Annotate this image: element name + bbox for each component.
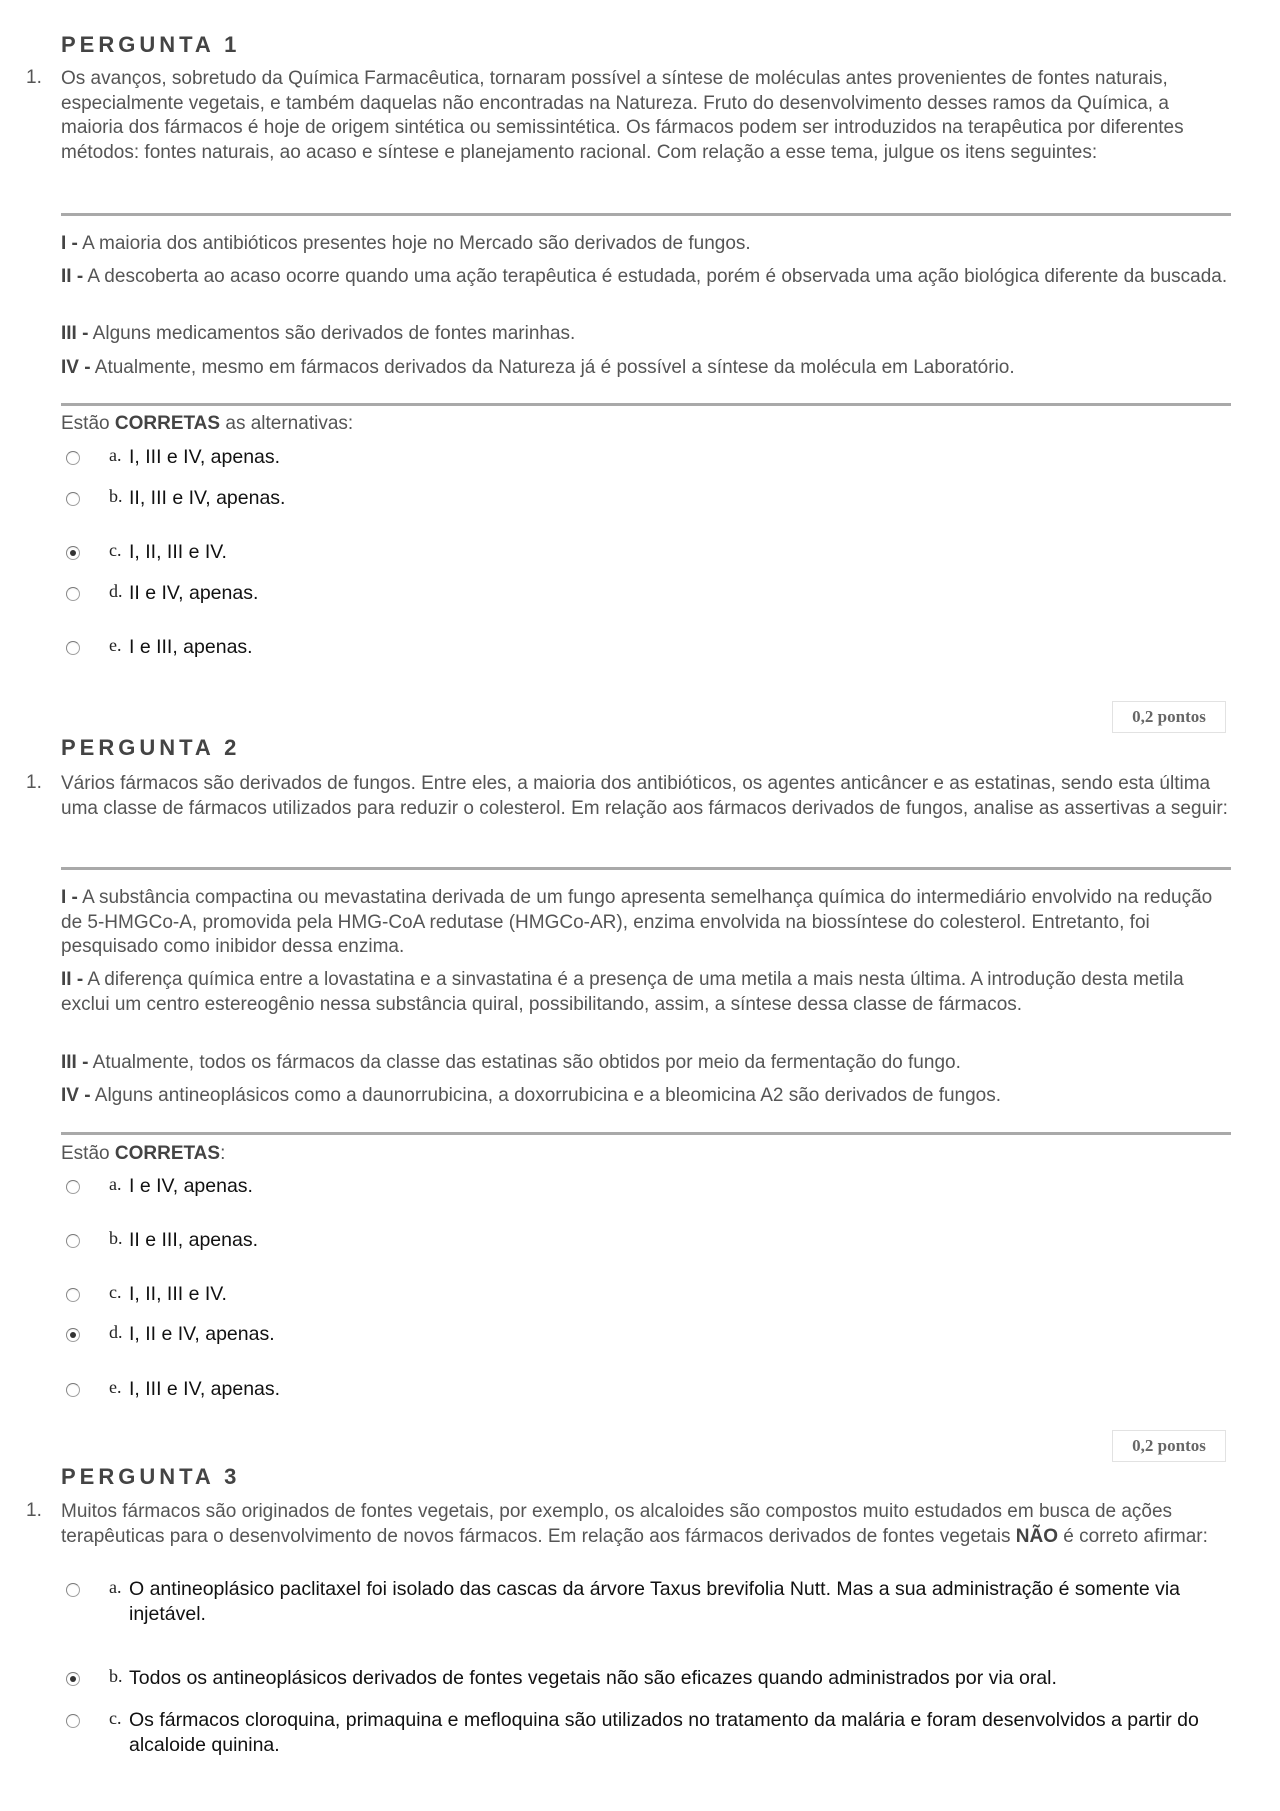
question-2-option-a[interactable] [66,1174,1236,1202]
statement-text: A maioria dos antibióticos presentes hoje no Mercado são derivados de fungos. [77,233,751,254]
radio-button[interactable] [66,1288,80,1302]
question-3-number: 1. [26,1500,42,1521]
statement-text: Atualmente, mesmo em fármacos derivados da Natureza já é possível a síntese da molécula em Laboratório. [90,357,1015,378]
question-text: é correto afirmar: [1057,1525,1208,1547]
option-label: O antineoplásico paclitaxel foi isolado das cascas da árvore Taxus brevifolia Nutt. Mas a sua administração é somente via injetável. [129,1578,1181,1625]
question-1-statement-i [61,232,1231,257]
statement-text: Atualmente, todos os fármacos da classe das estatinas são obtidos por meio da fermentação do fungo. [88,1052,961,1073]
question-2-option-d[interactable] [66,1322,1236,1350]
radio-button[interactable] [66,1234,80,1248]
statement-label: II - [61,969,84,990]
statement-text: A diferença química entre a lovastatina e a sinvastatina é a presença de uma metila a mais nesta última. A introdução desta metila exclui um centro estereogênio nessa substância quiral, possibilitando, assim, a síntese dessa classe de fármacos. [61,969,1184,1015]
question-1-statement-iii [61,322,1231,347]
question-1-prompt [61,413,353,435]
statement-text: A substância compactina ou mevastatina derivada de um fungo apresenta semelhança química do intermediário envolvido na redução de 5-HMGCo-A, promovida pela HMG-CoA redutase (HMGCo-AR), enzima envolvida na biossíntese do colesterol. Entretanto, foi pesquisado como inibidor dessa enzima. [61,887,1213,957]
question-1-number: 1. [26,67,42,88]
statement-text: Alguns medicamentos são derivados de fontes marinhas. [88,323,576,344]
option-label: Todos os antineoplásicos derivados de fontes vegetais não são eficazes quando administrados por via oral. [129,1667,1057,1689]
radio-button[interactable] [66,641,80,655]
option-letter: c. [109,540,122,560]
option-label: I, II e IV, apenas. [129,1323,275,1345]
option-label: II e IV, apenas. [129,582,259,604]
statement-label: I - [61,233,78,254]
statement-text: Alguns antineoplásicos como a daunorrubicina, a doxorrubicina e a bleomicina A2 são derivados de fungos. [90,1085,1002,1106]
question-1-option-a[interactable] [66,445,1236,473]
prompt-text: Estão [61,413,115,434]
question-1-title: PERGUNTA 1 [61,32,241,57]
question-1-option-b[interactable] [66,486,1236,514]
radio-button[interactable] [66,1180,80,1194]
question-3-title: PERGUNTA 3 [61,1464,241,1489]
statement-text: A descoberta ao acaso ocorre quando uma ação terapêutica é estudada, porém é observada uma ação biológica diferente da buscada. [83,266,1228,287]
question-1-option-c[interactable] [66,540,1236,568]
statement-label: I - [61,887,78,908]
statement-label: III - [61,323,89,344]
question-2-points: 0,2 pontos [1112,1430,1226,1462]
prompt-emphasis: CORRETAS [114,1143,221,1164]
question-1-text: Os avanços, sobretudo da Química Farmacêutica, tornaram possível a síntese de moléculas antes provenientes de fontes naturais, especialmente vegetais, e também daquelas não encontradas na Natureza. Fruto do desenvolvimento desses ramos da Química, a maioria dos fármacos é hoje de origem sintética ou semissintética. Os fármacos podem ser introduzidos na terapêutica por diferentes métodos: fontes naturais, ao acaso e síntese e planejamento racional. Com relação a esse tema, julgue os itens seguintes: [61,68,1184,163]
statement-label: III - [61,1052,89,1073]
question-1-option-e[interactable] [66,635,1236,663]
radio-button[interactable] [66,1383,80,1397]
statement-label: IV - [61,357,91,378]
radio-button[interactable] [66,451,80,465]
question-2-text: Vários fármacos são derivados de fungos. Entre eles, a maioria dos antibióticos, os agentes anticâncer e as estatinas, sendo esta última uma classe de fármacos utilizados para reduzir o colesterol. Em relação aos fármacos derivados de fungos, analise as assertivas a seguir: [61,773,1228,819]
option-label: I, II, III e IV. [129,1283,227,1305]
question-text: Muitos fármacos são originados de fontes vegetais, por exemplo, os alcaloides são compostos muito estudados em busca de ações terapêuticas para o desenvolvimento de novos fármacos. Em relação aos fármacos derivados de fontes vegetais [61,1501,1173,1547]
question-2-number: 1. [26,772,42,793]
option-label: I e IV, apenas. [129,1175,253,1197]
radio-button[interactable] [66,1583,80,1597]
question-3-option-c[interactable] [66,1708,1236,1762]
option-letter: e. [109,635,122,655]
question-2-prompt [61,1143,225,1165]
question-2-option-c[interactable] [66,1282,1236,1310]
question-2-option-e[interactable] [66,1377,1236,1405]
option-letter: c. [109,1282,122,1302]
option-letter: a. [109,1577,122,1597]
radio-button[interactable] [66,587,80,601]
prompt-text: Estão [61,1143,115,1164]
divider [61,1132,1231,1135]
question-2-statement-i [61,886,1231,960]
option-label: II e III, apenas. [129,1229,258,1251]
option-label: II, III e IV, apenas. [129,487,286,509]
option-letter: a. [109,445,122,465]
option-letter: d. [109,1322,123,1342]
question-emphasis: NÃO [1015,1525,1058,1547]
option-letter: b. [109,1666,123,1686]
question-3-option-b[interactable] [66,1666,1236,1694]
option-letter: a. [109,1174,122,1194]
option-label: I e III, apenas. [129,636,253,658]
radio-button-selected[interactable] [66,1672,80,1686]
option-label: I, II, III e IV. [129,541,227,563]
prompt-text: as alternativas: [220,413,354,434]
divider [61,403,1231,406]
option-label: Os fármacos cloroquina, primaquina e mefloquina são utilizados no tratamento da malária e foram desenvolvidos a partir do alcaloide quinina. [129,1709,1199,1756]
prompt-emphasis: CORRETAS [114,413,221,434]
question-2-statement-iii [61,1051,1231,1076]
divider [61,867,1231,870]
radio-button[interactable] [66,492,80,506]
question-2-title: PERGUNTA 2 [61,735,241,760]
question-2-statement-iv [61,1084,1231,1109]
question-3-text [61,1500,1231,1549]
radio-button-selected[interactable] [66,1328,80,1342]
divider [61,213,1231,216]
option-letter: d. [109,581,123,601]
option-letter: e. [109,1377,122,1397]
question-1-option-d[interactable] [66,581,1236,609]
option-letter: b. [109,486,123,506]
question-2-option-b[interactable] [66,1228,1236,1256]
question-3-option-a[interactable] [66,1577,1236,1631]
statement-label: II - [61,266,84,287]
question-1-statement-iv [61,356,1231,381]
prompt-text: : [220,1143,226,1164]
option-label: I, III e IV, apenas. [129,1378,281,1400]
question-1-points: 0,2 pontos [1112,701,1226,733]
radio-button[interactable] [66,1714,80,1728]
question-1-statement-ii [61,265,1231,290]
option-letter: b. [109,1228,123,1248]
question-2-statement-ii [61,968,1231,1017]
option-letter: c. [109,1708,122,1728]
statement-label: IV - [61,1085,91,1106]
option-label: I, III e IV, apenas. [129,446,281,468]
radio-button-selected[interactable] [66,546,80,560]
